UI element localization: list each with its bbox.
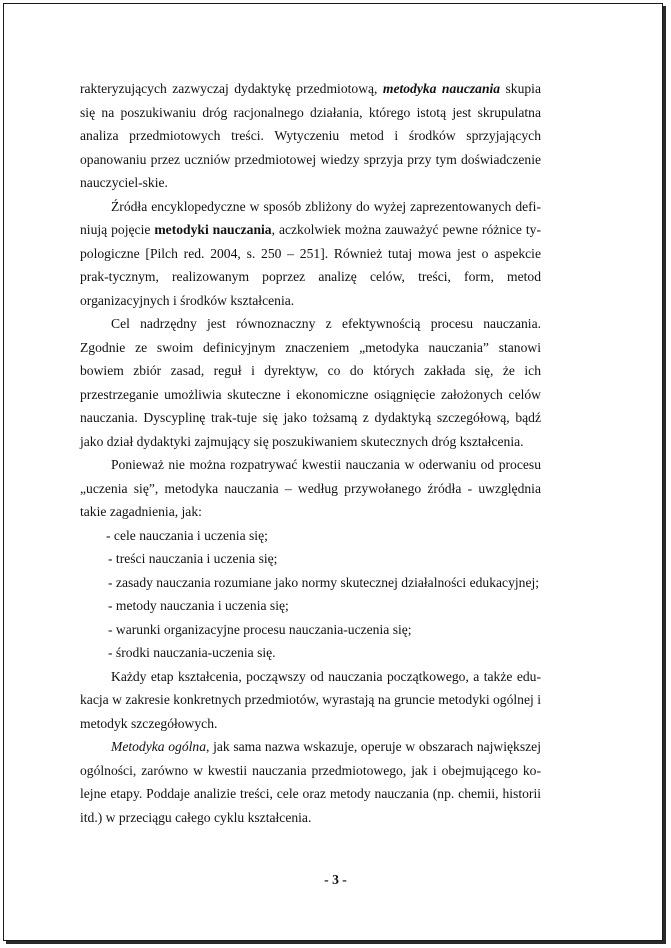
page-number: - 3 - <box>324 872 347 887</box>
paragraph-4-text: Ponieważ nie można rozpatrywać kwestii nauczania w oderwaniu od procesu „uczenia się”, metodyka nauczania – według przywołanego źródła - uwzględnia takie zagadnienia, jak: <box>80 457 541 519</box>
paragraph-6-text: , jak sama nazwa wskazuje, operuje w obszarach największej ogólności, zarówno w kwestii nauczania przedmiotowego, jak i obejmującego ko-lejne etapy. Poddaje analizie treści, cele oraz metody nauczania (np. chemii, historii itd.) w przeciągu całego cyklu kształcenia. <box>80 739 541 825</box>
list-item: - warunki organizacyjne procesu nauczania-uczenia się; <box>108 621 412 637</box>
paragraph-6 <box>80 735 541 829</box>
issues-list <box>80 524 541 665</box>
paragraph-2-text-b: , aczkolwiek można zauważyć pewne różnice ty-pologiczne [Pilch red. 2004, s. 250 – 251]. Również tutaj mowa jest o aspekcie prak-tycznym, realizowanym poprzez analizę celów, treści, form, metod organizacyjnych i środków kształcenia. <box>80 222 541 308</box>
list-item: - metody nauczania i uczenia się; <box>108 598 289 613</box>
list-item: - zasady nauczania rozumiane jako normy skutecznej działalności edukacyjnej; <box>108 574 540 590</box>
term-metodyka-ogolna-italic: Metodyka ogólna <box>111 739 207 754</box>
term-metodyki-nauczania-bold: metodyki nauczania <box>154 222 272 237</box>
paragraph-1-text-a: rakteryzujących zazwyczaj dydaktykę przedmiotową, <box>80 81 383 96</box>
list-item: - cele nauczania i uczenia się; <box>106 527 268 543</box>
list-item: - treści nauczania i uczenia się; <box>108 551 278 566</box>
paragraph-2 <box>80 195 541 313</box>
paragraph-2-text-a: Źródła encyklopedyczne w sposób zbliżony do wyżej zaprezentowanych defi-niują pojęcie <box>80 198 541 237</box>
term-metodyka-nauczania-bold-italic: metodyka nauczania <box>382 81 501 96</box>
paragraph-1-text-b: skupia się na poszukiwaniu dróg racjonalnego działania, którego istotą jest skrupulatna analiza przedmiotowych treści. Wytyczeniu metod i środków sprzyjających opanowaniu przez uczniów przedmiotowej wiedzy sprzyja przy tym doświadczenie nauczyciel-skie. <box>80 81 541 190</box>
paragraph-5 <box>80 665 541 736</box>
list-item: - środki nauczania-uczenia się. <box>108 645 276 660</box>
paragraph-4 <box>80 453 541 524</box>
paragraph-5-text: Każdy etap kształcenia, począwszy od nauczania początkowego, a także edu-kacja w zakresie konkretnych przedmiotów, wyrastają na gruncie metodyki ogólnej i metodyk szczegółowych. <box>80 668 541 731</box>
paragraph-1 <box>80 77 541 195</box>
document-body <box>80 77 541 829</box>
paragraph-3 <box>80 312 541 453</box>
paragraph-3-text: Cel nadrzędny jest równoznaczny z efektywnością procesu nauczania. Zgodnie ze swoim definicyjnym znaczeniem „metodyka nauczania” stanowi bowiem zbiór zasad, reguł i dyrektyw, co do których zakłada się, że ich przestrzeganie umożliwia skuteczne i ekonomiczne osiągnięcie założonych celów nauczania. Dyscyplinę trak-tuje się jako tożsamą z dydaktyką szczegółową, bądź jako dział dydaktyki zajmujący się poszukiwaniem skutecznych dróg kształcenia. <box>80 316 541 449</box>
